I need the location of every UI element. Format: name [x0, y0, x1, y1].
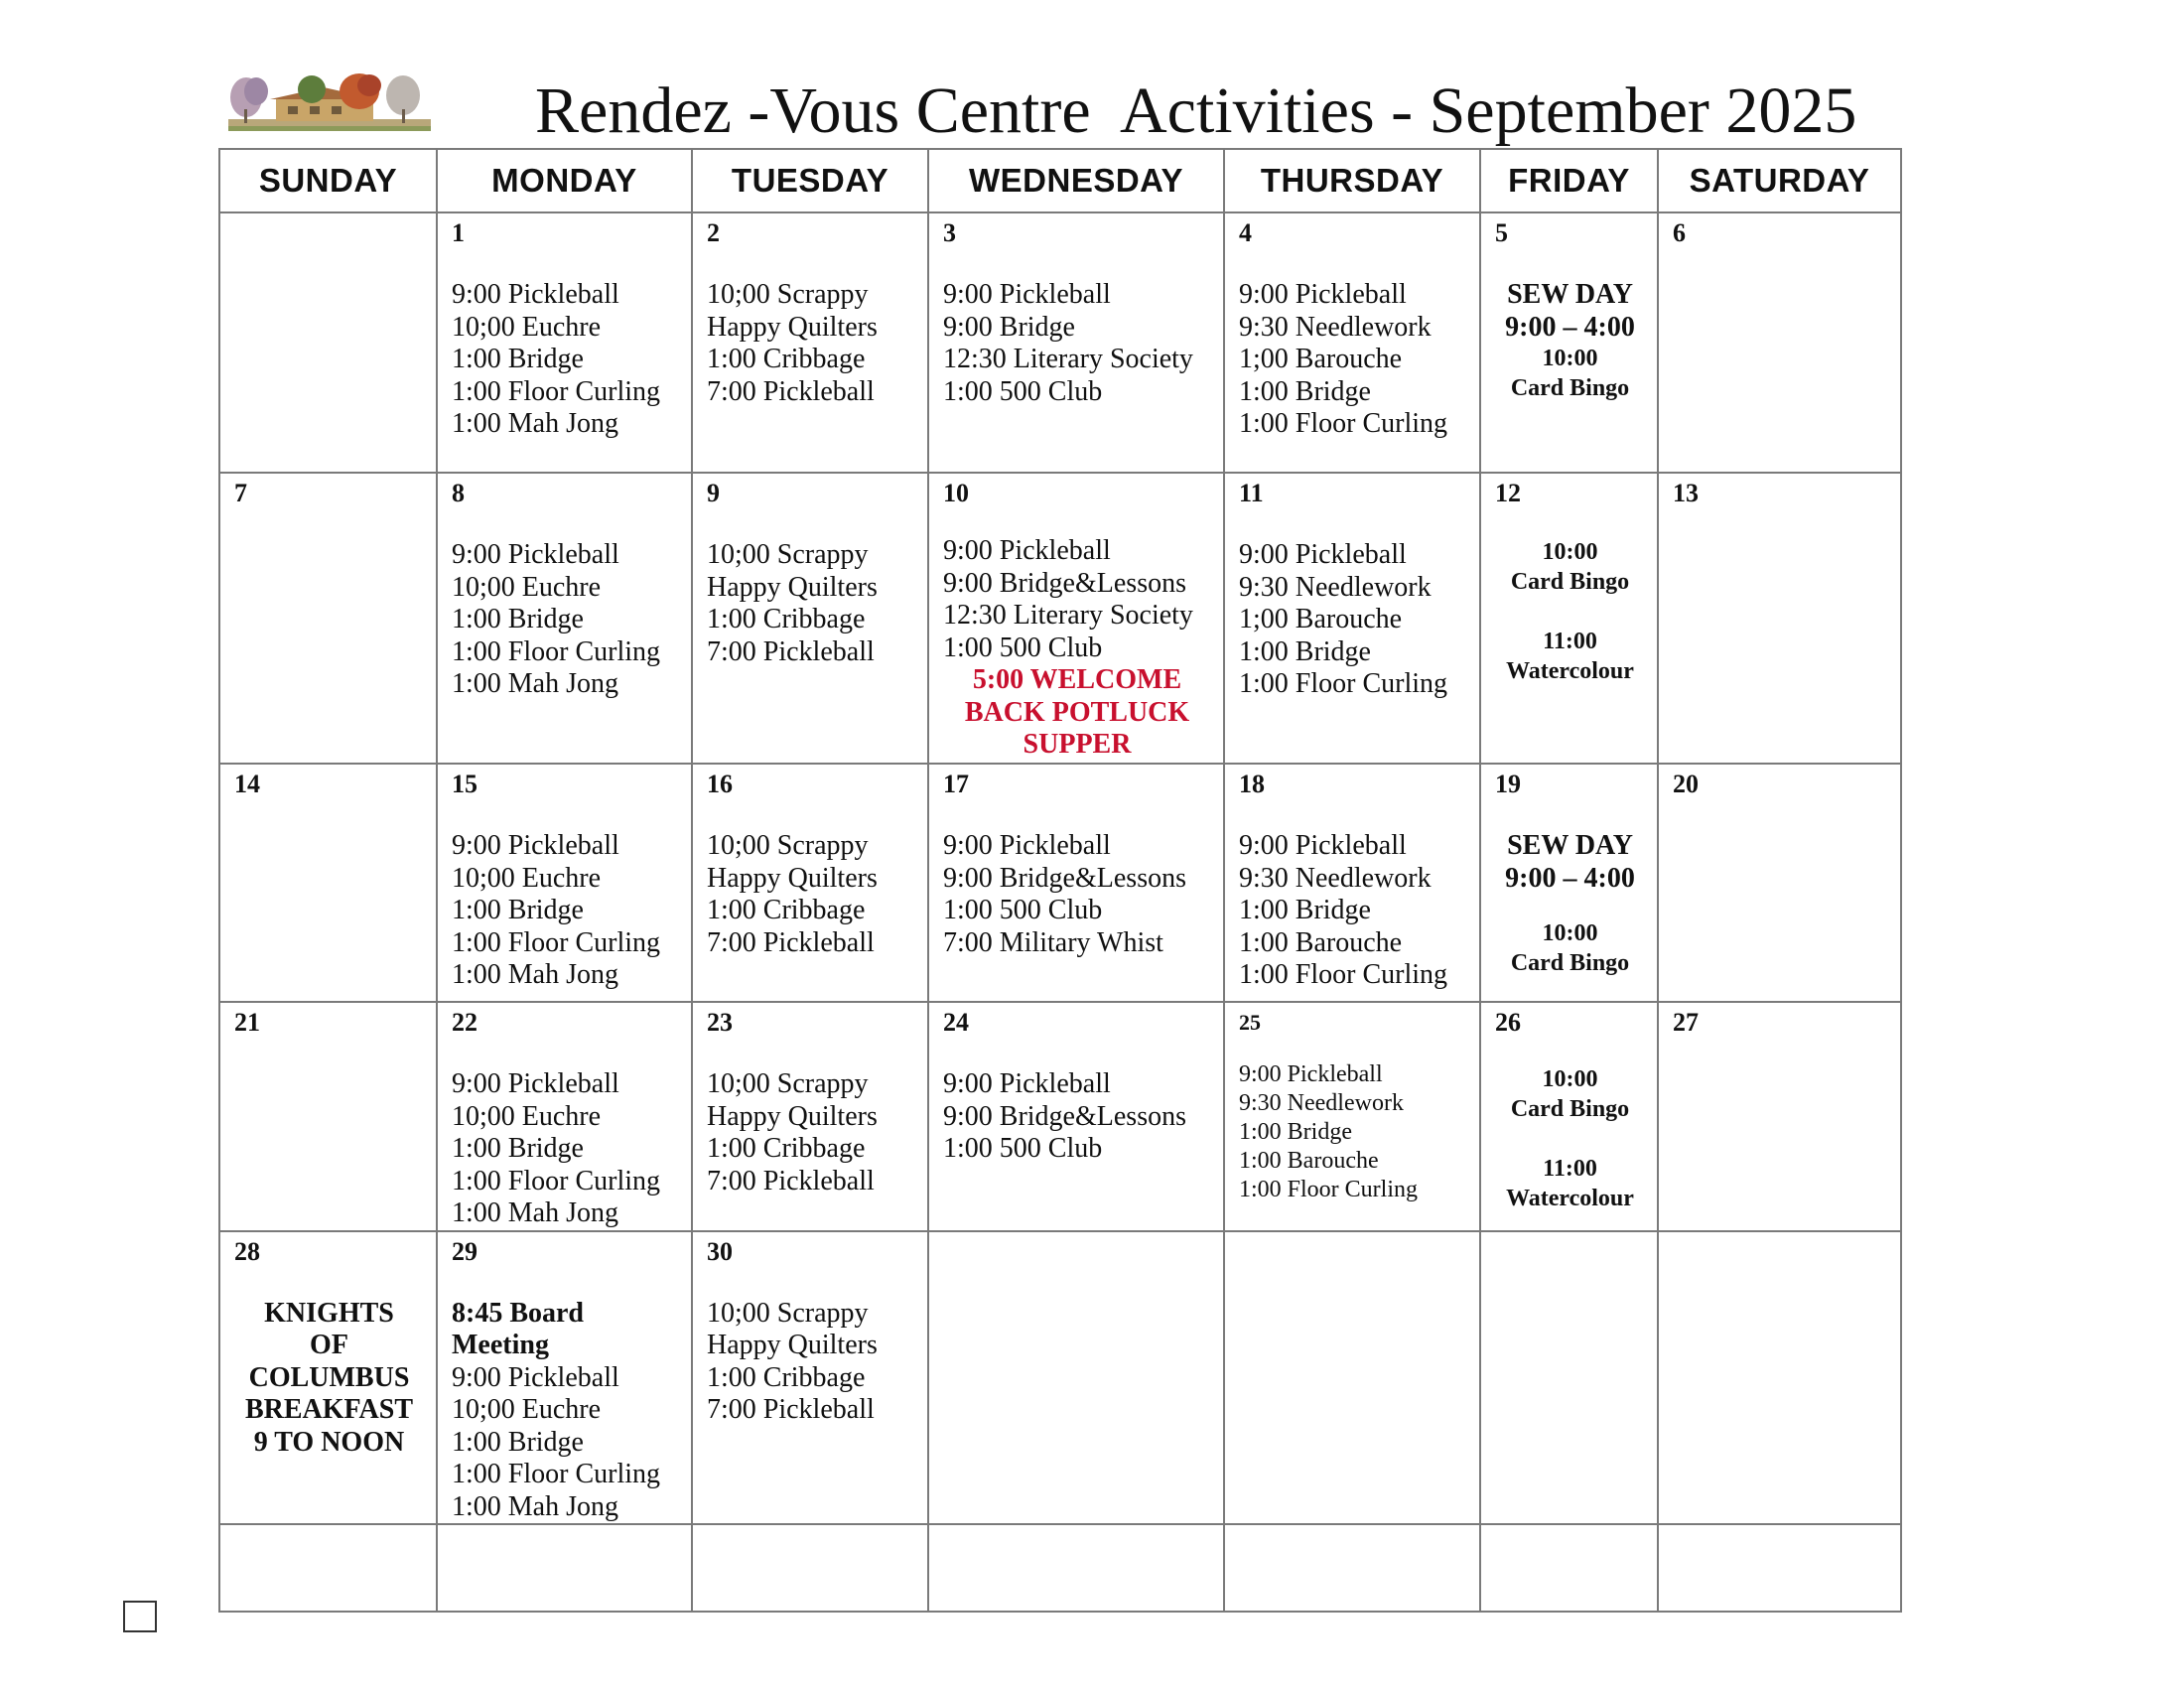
event-item: 9:30 Needlework [1239, 311, 1432, 343]
event-item: 1:00 Mah Jong [452, 668, 618, 699]
event-item: Meeting [452, 1330, 549, 1360]
event-item: 1:00 Floor Curling [1239, 1177, 1419, 1202]
event-item: 9:00 Pickleball [452, 830, 619, 861]
event-item: 9:00 Pickleball [452, 1361, 619, 1393]
event-item: 1:00 Bridge [452, 344, 584, 374]
day-cell [1480, 1524, 1658, 1612]
day-cell [1658, 1524, 1901, 1612]
event-item: 1:00 500 Club [943, 632, 1103, 663]
event-item: 1:00 Barouche [1239, 1148, 1379, 1174]
week-row [219, 764, 1901, 1002]
event-item: 1:00 Cribbage [707, 895, 866, 925]
event-item: 1:00 Mah Jong [452, 1490, 618, 1522]
event-item: 9:00 Pickleball [452, 279, 619, 310]
weekday-wednesday: WEDNESDAY [928, 149, 1224, 212]
day-number [234, 215, 424, 249]
event-item: 7:00 Pickleball [707, 375, 875, 407]
day-number: 13 [1673, 479, 1699, 507]
day-cell [1658, 473, 1901, 764]
day-cell [692, 473, 928, 764]
day-number: 15 [452, 770, 478, 798]
day-number: 17 [943, 770, 969, 798]
weekday-saturday: SATURDAY [1658, 149, 1901, 212]
day-cell [437, 1231, 692, 1525]
event-item: 1:00 Floor Curling [452, 1165, 661, 1196]
event-item: SEW DAY [1507, 830, 1633, 861]
event-item: 9:00 – 4:00 [1505, 862, 1635, 894]
event-item: 12:30 Literary Society [943, 600, 1193, 631]
event-item: 1:00 Mah Jong [452, 1197, 618, 1228]
day-cell [1224, 1002, 1480, 1231]
event-item: 1:00 Cribbage [707, 344, 866, 374]
day-number: 21 [234, 1008, 260, 1037]
event-item: 9:30 Needlework [1239, 571, 1432, 603]
day-number: 18 [1239, 770, 1265, 798]
day-cell [928, 1002, 1224, 1231]
event-item: 1:00 Bridge [1239, 635, 1371, 667]
day-cell [692, 1002, 928, 1231]
event-item: Happy Quilters [707, 311, 878, 343]
day-number: 6 [1673, 218, 1686, 247]
week-row [219, 1002, 1901, 1231]
day-cell [692, 1524, 928, 1612]
event-item: 9:00 Bridge&Lessons [943, 862, 1186, 894]
week-row [219, 1524, 1901, 1612]
event-item: 10;00 Euchre [452, 862, 602, 894]
event-item: 9:00 – 4:00 [1505, 311, 1635, 343]
day-cell [1224, 212, 1480, 473]
event-item: Happy Quilters [707, 862, 878, 894]
event-item: 9:00 Bridge [943, 311, 1075, 343]
event-item: 1:00 Cribbage [707, 604, 866, 634]
day-cell [1480, 764, 1658, 1002]
day-number: 9 [707, 479, 720, 507]
week-row [219, 473, 1901, 764]
day-cell [928, 1524, 1224, 1612]
event-item: 10:00 [1542, 920, 1598, 946]
event-item: 10;00 Euchre [452, 571, 602, 603]
event-item: 9:00 Pickleball [452, 539, 619, 570]
event-item: 10;00 Scrappy [707, 1297, 869, 1329]
weekday-sunday: SUNDAY [219, 149, 437, 212]
event-item: 10;00 Scrappy [707, 279, 869, 310]
event-item: 1:00 Barouche [1239, 926, 1403, 958]
day-number: 14 [234, 770, 260, 798]
day-cell [437, 1002, 692, 1231]
weekday-tuesday: TUESDAY [692, 149, 928, 212]
day-cell [219, 473, 437, 764]
event-item: Happy Quilters [707, 571, 878, 603]
day-number: 16 [707, 770, 733, 798]
day-number: 8 [452, 479, 465, 507]
event-item: 1:00 Floor Curling [452, 375, 661, 407]
calendar-grid [218, 148, 1902, 1613]
event-item: 7:00 Pickleball [707, 1394, 875, 1425]
event-item: 9:00 Pickleball [452, 1068, 619, 1099]
day-number: 2 [707, 218, 720, 247]
event-item: 9:00 Pickleball [1239, 830, 1407, 861]
event-item: 9:00 Pickleball [1239, 1061, 1383, 1087]
day-cell [1224, 473, 1480, 764]
day-cell [1658, 764, 1901, 1002]
event-item: 9:00 Pickleball [943, 535, 1111, 566]
day-cell [219, 1524, 437, 1612]
event-item: 7:00 Pickleball [707, 635, 875, 667]
event-item: 9:30 Needlework [1239, 862, 1432, 894]
weekday-thursday: THURSDAY [1224, 149, 1480, 212]
event-item: 7:00 Pickleball [707, 1165, 875, 1196]
day-cell [692, 764, 928, 1002]
event-item: 1:00 Bridge [1239, 375, 1371, 407]
event-item: 1:00 Bridge [452, 1133, 584, 1164]
weekday-header-row [219, 149, 1901, 212]
event-item: 10:00 [1542, 346, 1598, 371]
day-cell [928, 473, 1224, 764]
page-title: Rendez -Vous Centre Activities - September 2025 [535, 74, 1857, 147]
day-number: 12 [1495, 479, 1521, 507]
event-item: 1:00 Bridge [452, 1426, 584, 1458]
day-number: 29 [452, 1236, 478, 1266]
day-number: 24 [943, 1008, 969, 1037]
day-cell [1480, 212, 1658, 473]
event-item: 1:00 Bridge [452, 895, 584, 925]
event-item: BREAKFAST [244, 1394, 414, 1425]
week-row [219, 212, 1901, 473]
event-item: 1:00 Bridge [1239, 895, 1371, 925]
event-item: 1:00 500 Club [943, 895, 1103, 925]
day-cell [437, 212, 692, 473]
event-item: 9:00 Pickleball [1239, 279, 1407, 310]
event-item: 1:00 Floor Curling [1239, 408, 1448, 439]
event-item: 1:00 Bridge [452, 604, 584, 634]
event-item: 1:00 Mah Jong [452, 408, 618, 439]
event-item: 10:00 [1542, 1066, 1598, 1092]
event-item: 9:00 Bridge&Lessons [943, 1100, 1186, 1132]
day-cell [219, 764, 437, 1002]
event-item: 1:00 Floor Curling [452, 1459, 661, 1489]
weekday-friday: FRIDAY [1480, 149, 1658, 212]
day-number: 20 [1673, 770, 1699, 798]
event-item: 1:00 500 Club [943, 375, 1103, 407]
day-cell [1658, 1231, 1901, 1525]
event-item: 1:00 Floor Curling [452, 635, 661, 667]
event-item: 9 TO NOON [253, 1426, 405, 1458]
event-item: 8:45 Board [452, 1297, 584, 1329]
day-cell [1480, 1231, 1658, 1525]
event-item: 10:00 [1542, 539, 1598, 565]
day-cell [1480, 473, 1658, 764]
event-item: 9:00 Pickleball [1239, 539, 1407, 570]
day-number: 30 [707, 1236, 733, 1266]
event-item: 10;00 Euchre [452, 1394, 602, 1425]
event-item: 1:00 500 Club [943, 1133, 1103, 1164]
event-item: 1:00 Cribbage [707, 1133, 866, 1164]
event-item: 1:00 Cribbage [707, 1361, 866, 1393]
day-number: 27 [1673, 1008, 1699, 1037]
event-item: Card Bingo [1510, 950, 1630, 976]
event-item: 9:30 Needlework [1239, 1090, 1404, 1116]
event-item: 1;00 Barouche [1239, 344, 1403, 374]
event-item: 9:00 Bridge&Lessons [943, 567, 1186, 599]
event-item: SEW DAY [1507, 279, 1633, 310]
event-item: 11:00 [1543, 1156, 1597, 1182]
day-number: 28 [234, 1236, 260, 1266]
day-cell [219, 1002, 437, 1231]
day-cell [437, 764, 692, 1002]
event-item: 10;00 Scrappy [707, 539, 869, 570]
day-cell [692, 212, 928, 473]
day-cell [1224, 764, 1480, 1002]
event-item: 11:00 [1543, 629, 1597, 654]
special-event-text: SUPPER [1023, 729, 1132, 760]
day-number: 11 [1239, 479, 1264, 507]
event-item: 9:00 Pickleball [943, 830, 1111, 861]
event-item: 9:00 Pickleball [943, 279, 1111, 310]
day-number: 1 [452, 218, 465, 247]
day-cell [928, 764, 1224, 1002]
event-item: 7:00 Pickleball [707, 926, 875, 958]
event-item: Card Bingo [1510, 569, 1630, 595]
week-row [219, 1231, 1901, 1525]
event-item: Watercolour [1506, 1186, 1634, 1211]
day-number: 25 [1239, 1010, 1261, 1035]
day-number: 23 [707, 1008, 733, 1037]
event-item: 1:00 Mah Jong [452, 959, 618, 990]
event-item: Happy Quilters [707, 1330, 878, 1360]
special-event-text: BACK POTLUCK [964, 696, 1190, 728]
event-item: 1:00 Bridge [1239, 1119, 1352, 1145]
event-item: 10;00 Euchre [452, 1100, 602, 1132]
day-cell [219, 212, 437, 473]
day-cell [692, 1231, 928, 1525]
event-item: 10;00 Scrappy [707, 1068, 869, 1099]
day-number: 26 [1495, 1008, 1521, 1037]
day-cell [928, 1231, 1224, 1525]
checkbox[interactable] [123, 1601, 157, 1632]
day-cell [1658, 1002, 1901, 1231]
day-cell [1480, 1002, 1658, 1231]
event-item: 1:00 Floor Curling [452, 926, 661, 958]
event-item: 10;00 Euchre [452, 311, 602, 343]
day-cell [219, 1231, 437, 1525]
day-cell [928, 212, 1224, 473]
special-event-text: 5:00 WELCOME [972, 664, 1182, 695]
day-number: 5 [1495, 218, 1508, 247]
day-cell [1224, 1231, 1480, 1525]
day-number: 4 [1239, 218, 1252, 247]
event-item: OF [310, 1330, 348, 1360]
event-item: 1;00 Barouche [1239, 604, 1403, 634]
day-cell [437, 473, 692, 764]
day-cell [437, 1524, 692, 1612]
event-item: 1:00 Floor Curling [1239, 668, 1448, 699]
event-item: Card Bingo [1510, 1096, 1630, 1122]
day-number: 10 [943, 479, 969, 507]
event-item: Card Bingo [1510, 375, 1630, 401]
event-item: 9:00 Pickleball [943, 1068, 1111, 1099]
day-number: 7 [234, 479, 247, 507]
event-item: Happy Quilters [707, 1100, 878, 1132]
day-cell [1658, 212, 1901, 473]
event-item: KNIGHTS [264, 1297, 394, 1329]
day-number: 19 [1495, 770, 1521, 798]
centre-logo-image [228, 73, 431, 133]
event-item: 10;00 Scrappy [707, 830, 869, 861]
event-item: 12:30 Literary Society [943, 344, 1193, 374]
day-number: 22 [452, 1008, 478, 1037]
event-item: Watercolour [1506, 658, 1634, 684]
event-item: 7:00 Military Whist [943, 926, 1163, 958]
day-cell [1224, 1524, 1480, 1612]
event-item: COLUMBUS [248, 1361, 410, 1393]
event-item: 1:00 Floor Curling [1239, 959, 1448, 990]
weekday-monday: MONDAY [437, 149, 692, 212]
day-number: 3 [943, 218, 956, 247]
